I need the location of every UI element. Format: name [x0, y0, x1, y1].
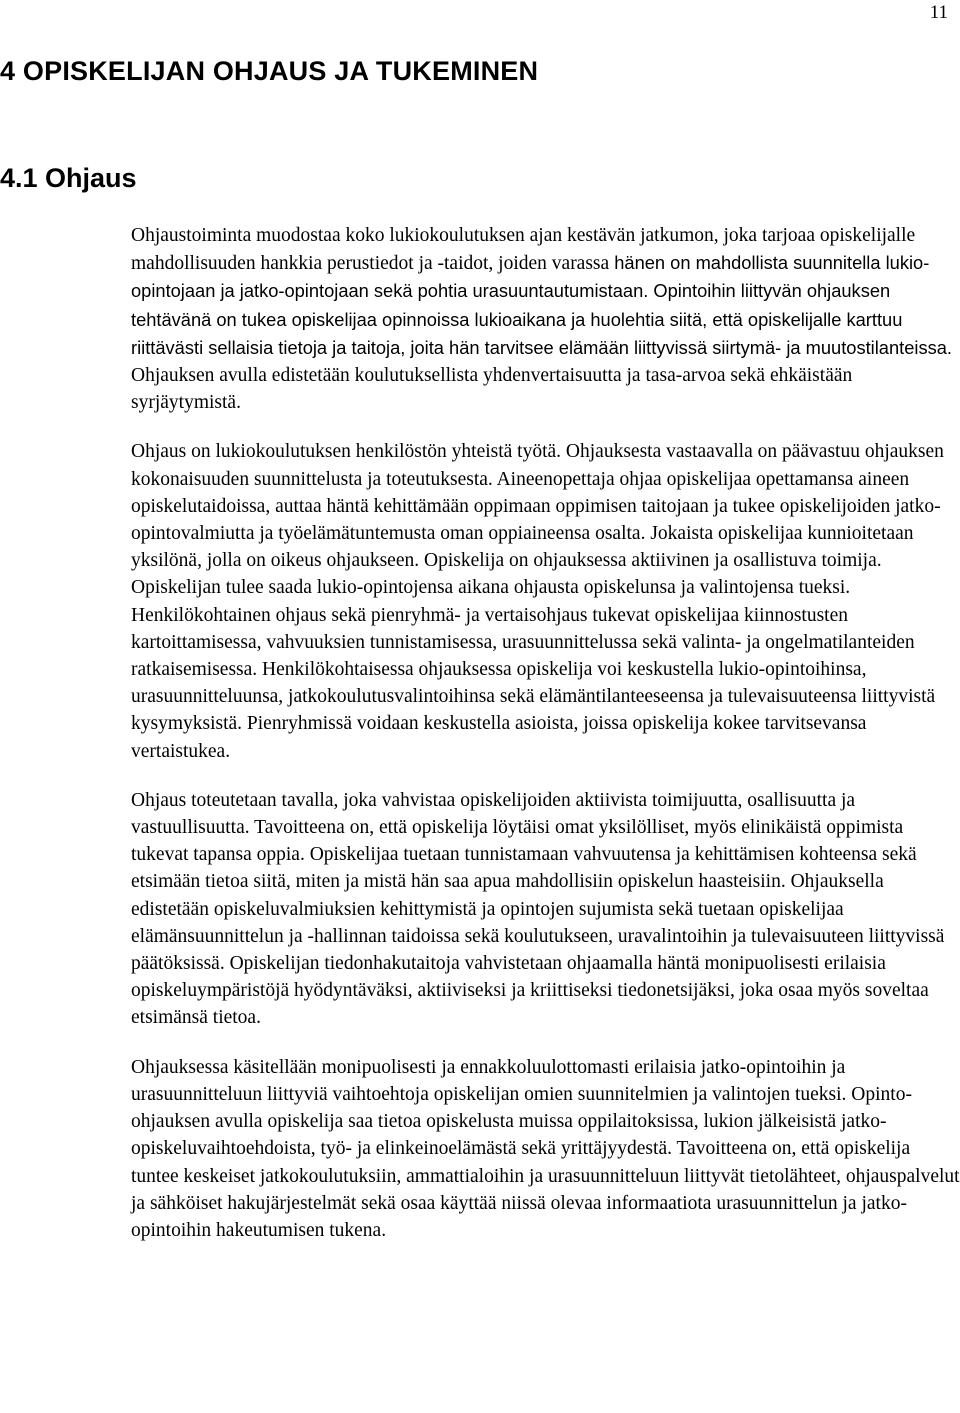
paragraph-3: Ohjaus toteutetaan tavalla, joka vahvistaa opiskelijoiden aktiivista toimijuutta, osallisuutta ja vastuullisuutta. Tavoitteena on, että opiskelija löytäisi omat yksilölliset, myös elinikäistä oppimista tukevat tapansa oppia. Opiskelijaa tuetaan tunnistamaan vahvuutensa ja kehittämisen kohteensa sekä etsimään tietoa siitä, miten ja mistä hän saa apua mahdollisiin opiskelun haasteisiin. Ohjauksella edistetään opiskeluvalmiuksien kehittymistä ja opintojen sujumista sekä tuetaan opiskelijaa elämänsuunnittelun ja -hallinnan taidoissa sekä koulutukseen, uravalintoihin ja tulevaisuuteen liittyvissä päätöksissä. Opiskelijan tiedonhakutaitoja vahvistetaan ohjaamalla häntä monipuolisesti erilaisia opiskeluympäristöjä hyödyntäväksi, aktiiviseksi ja kriittiseksi tiedonetsijäksi, joka osaa myös soveltaa etsimänsä tietoa.	[131, 789, 945, 1029]
paragraph-1-serif-text: Ohjaustoiminta muodostaa koko lukiokoulutuksen ajan kestävän jatkumon, joka tarjoaa opiskelijalle mahdollisuuden hankkia perustiedot ja -taidot, joiden varassa	[131, 225, 916, 275]
body-text	[131, 222, 960, 1244]
section-heading: 4.1 Ohjaus	[0, 163, 137, 193]
chapter-heading: 4 OPISKELIJAN OHJAUS JA TUKEMINEN	[0, 56, 539, 86]
paragraph-1	[131, 222, 960, 416]
paragraph-2: Ohjaus on lukiokoulutuksen henkilöstön yhteistä työtä. Ohjauksesta vastaavalla on päävastuu ohjauksen kokonaisuuden suunnittelusta ja toteutuksesta. Aineenopettaja ohjaa opiskelijaa opettamansa aineen opiskelutaidoissa, auttaa häntä kehittämään oppimaan oppimisen taitojaan ja tukee opiskelijoiden jatko-opintovalmiutta ja työelämätuntemusta oman oppiaineensa osalta. Jokaista opiskelijaa kunnioitetaan yksilönä, jolla on oikeus ohjaukseen. Opiskelija on ohjauksessa aktiivinen ja osallistuva toimija. Opiskelijan tulee saada lukio-opintojensa aikana ohjausta opiskelunsa ja valintojensa tueksi. Henkilökohtainen ohjaus sekä pienryhmä- ja vertaisohjaus tukevat opiskelijaa kiinnostusten kartoittamisessa, vahvuuksien tunnistamisessa, urasuunnittelussa sekä valinta- ja ongelmatilanteiden ratkaisemisessa. Henkilökohtaisessa ohjauksessa opiskelija voi keskustella lukio-opintoihinsa, urasuunnitteluunsa, jatkokoulutusvalintoihinsa sekä elämäntilanteeseensa ja tulevaisuuteensa liittyvistä kysymyksistä. Pienryhmissä voidaan keskustella asioista, joissa opiskelija kokee tarvitsevansa vertaistukea.	[131, 441, 944, 762]
page-number: 11	[929, 2, 948, 23]
paragraph-1-serif-tail: Ohjauksen avulla edistetään koulutuksellista yhdenvertaisuutta ja tasa-arvoa sekä ehkäistään syrjäytymistä.	[131, 365, 853, 414]
paragraph-4: Ohjauksessa käsitellään monipuolisesti ja ennakkoluulottomasti erilaisia jatko-opintoihin ja urasuunnitteluun liittyviä vaihtoehtoja opiskelijan omien suunnitelmien ja valintojen tueksi. Opinto-ohjauksen avulla opiskelija saa tietoa opiskelusta muissa oppilaitoksissa, lukion jälkeisistä jatko-opiskeluvaihtoehdoista, työ- ja elinkeinoelämästä sekä yrittäjyydestä. Tavoitteena on, että opiskelija tuntee keskeiset jatkokoulutuksiin, ammattialoihin ja urasuunnitteluun liittyvät tietolähteet, ohjauspalvelut ja sähköiset hakujärjestelmät sekä osaa käyttää niissä olevaa informaatiota urasuunnittelun ja jatko-opintoihin hakeutumisen tukena.	[131, 1056, 960, 1241]
paragraph-1-sans-text: hänen on mahdollista suunnitella lukio-opintojaan ja jatko-opintojaan sekä pohtia urasuuntautumistaan. Opintoihin liittyvän ohjauksen tehtävänä on tukea opiskelijaa opinnoissa lukioaikana ja huolehtia siitä, että opiskelijalle karttuu riittävästi sellaisia tietoja ja taitoja, joita hän tarvitsee elämään liittyvissä siirtymä- ja muutostilanteissa.	[131, 252, 952, 358]
